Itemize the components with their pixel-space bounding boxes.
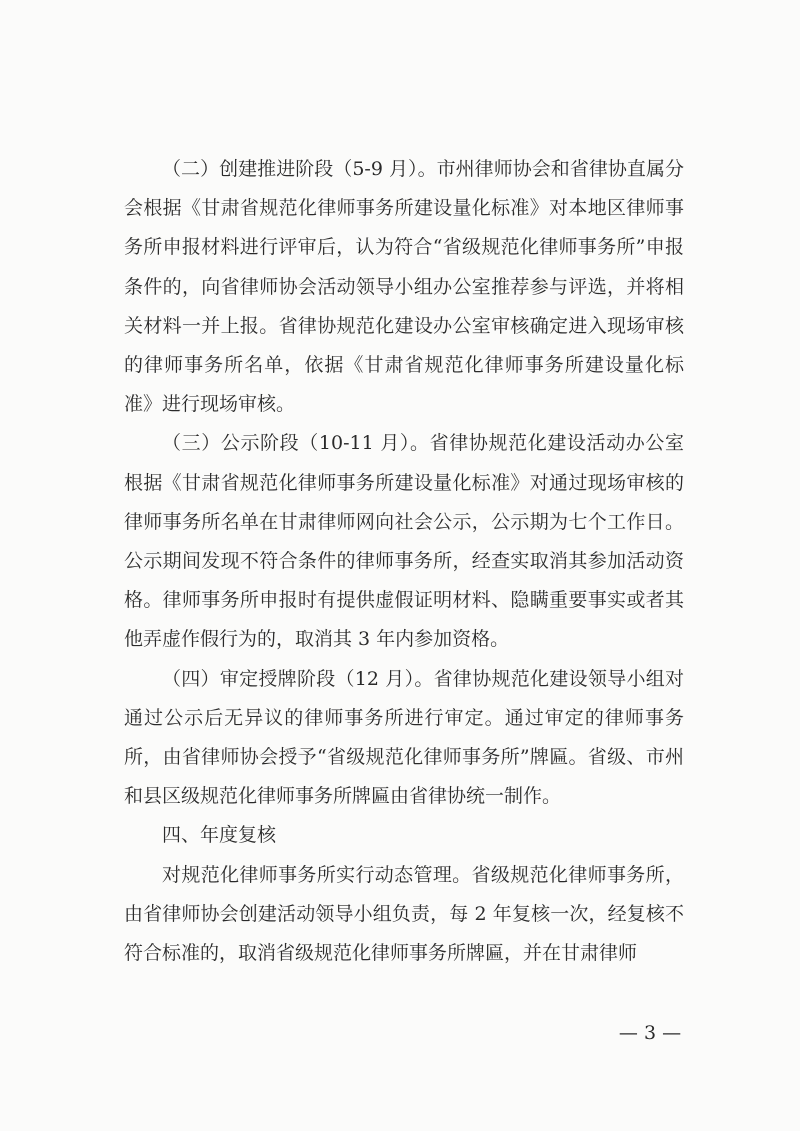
paragraph-annual-review: 对规范化律师事务所实行动态管理。省级规范化律师事务所，由省律师协会创建活动领导小组负责，每 2 年复核一次，经复核不符合标准的，取消省级规范化律师事务所牌匾，并在甘肃律师 — [124, 863, 684, 965]
paragraph-stage-four: （四）审定授牌阶段（12 月）。省律协规范化建设领导小组对通过公示后无异议的律师事务所进行审定。通过审定的律师事务所，由省律师协会授予“省级规范化律师事务所”牌匾。省级、市州和县区级规范化律师事务所牌匾由省律协统一制作。 — [124, 667, 684, 808]
section-heading-annual-review: 四、年度复核 — [162, 824, 277, 847]
document-body — [124, 150, 684, 973]
paragraph-stage-two: （二）创建推进阶段（5-9 月）。市州律师协会和省律协直属分会根据《甘肃省规范化律师事务所建设量化标准》对本地区律师事务所申报材料进行评审后，认为符合“省级规范化律师事务所”申报条件的，向省律师协会活动领导小组办公室推荐参与评选，并将相关材料一并上报。省律协规范化建设办公室审核确定进入现场审核的律师事务所名单，依据《甘肃省规范化律师事务所建设量化标准》进行现场审核。 — [124, 158, 684, 416]
page-number: — 3 — — [618, 1022, 682, 1044]
paragraph-stage-three: （三）公示阶段（10-11 月）。省律协规范化建设活动办公室根据《甘肃省规范化律师事务所建设量化标准》对通过现场审核的律师事务所名单在甘肃律师网向社会公示，公示期为七个工作日。公示期间发现不符合条件的律师事务所，经查实取消其参加活动资格。律师事务所申报时有提供虚假证明材料、隐瞒重要事实或者其他弄虚作假行为的，取消其 3 年内参加资格。 — [124, 432, 684, 651]
